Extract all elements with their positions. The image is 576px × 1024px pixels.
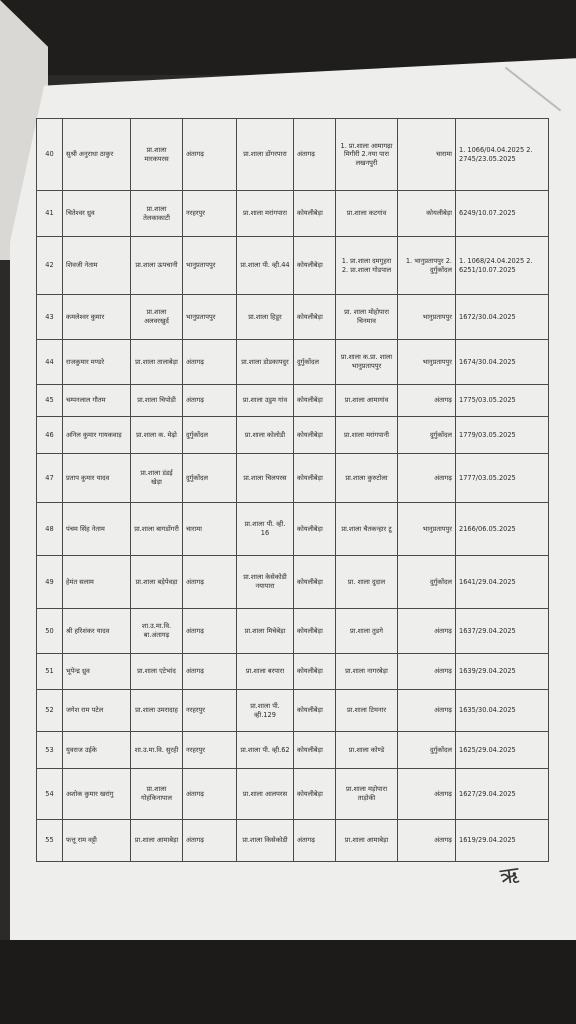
new-block: अंतागढ़ — [398, 609, 456, 654]
serial-number: 54 — [37, 769, 63, 820]
new-school: प्रा.शाला मरांगपानी — [336, 417, 398, 454]
serial-number: 45 — [37, 385, 63, 417]
original-block: नरहरपुर — [183, 732, 237, 769]
original-school: शा.उ.मा.वि. बा.अंतागढ़ — [131, 609, 183, 654]
attached-block: कोयलीबेड़ा — [294, 191, 336, 237]
attached-school: प्रा.शाला पी. व्ही.44 — [237, 237, 294, 295]
original-block: भानुप्रतापपुर — [183, 295, 237, 340]
employee-name: जगेश राम पटेल — [63, 690, 131, 732]
new-school: प्रा.शाला कोण्डे — [336, 732, 398, 769]
serial-number: 47 — [37, 454, 63, 503]
original-school: प्रा.शाला अलवरखुर्द — [131, 295, 183, 340]
attached-block: कोयलीबेड़ा — [294, 609, 336, 654]
new-block: भानुप्रतापपुर — [398, 340, 456, 385]
table-row — [37, 609, 549, 654]
new-school: प्रा.शाला कुरुटोला — [336, 454, 398, 503]
serial-number: 46 — [37, 417, 63, 454]
table-row — [37, 654, 549, 690]
new-school: प्रा. शाला मोहोपारा चिनमाव — [336, 295, 398, 340]
serial-number: 52 — [37, 690, 63, 732]
order-number-date: 1. 1068/24.04.2025 2. 6251/10.07.2025 — [456, 237, 549, 295]
order-number-date: 1674/30.04.2025 — [456, 340, 549, 385]
new-block: अंतागढ़ — [398, 769, 456, 820]
new-school: प्रा. शाला दुदाल — [336, 556, 398, 609]
new-block: 1. भानुप्रतापपुर 2. दुर्गुकोंदल — [398, 237, 456, 295]
original-block: दुर्गुकोंदल — [183, 454, 237, 503]
attached-block: अंतागढ़ — [294, 820, 336, 862]
attached-block: कोयलीबेड़ा — [294, 654, 336, 690]
original-school: प्रा.शाला मारकपरस — [131, 119, 183, 191]
new-block: भानुप्रतापपुर — [398, 295, 456, 340]
employee-name: भूपेन्द्र ध्रुव — [63, 654, 131, 690]
table-row — [37, 295, 549, 340]
attached-block: कोयलीबेड़ा — [294, 690, 336, 732]
attached-block: कोयलीबेड़ा — [294, 556, 336, 609]
original-block: अंतागढ़ — [183, 385, 237, 417]
employee-name: सुश्री अनुराधा ठाकुर — [63, 119, 131, 191]
original-block: अंतागढ़ — [183, 609, 237, 654]
order-number-date: 1639/29.04.2025 — [456, 654, 549, 690]
new-school: 1. प्रा.शाला दमगुहरा 2. प्रा.शाला गोडपाल — [336, 237, 398, 295]
transfer-table — [36, 118, 549, 862]
new-school: प्रा.शाला आमागांव — [336, 385, 398, 417]
table-row — [37, 340, 549, 385]
original-block: अंतागढ़ — [183, 119, 237, 191]
original-school: प्रा.शाला तेलकाकाटी — [131, 191, 183, 237]
attached-school: प्रा.शाला बरपारा — [237, 654, 294, 690]
attached-school: प्रा.शाला डोंगरपारा — [237, 119, 294, 191]
new-block: चारामा — [398, 119, 456, 191]
attached-school: प्रा.शाला केसेकोडी नयापारा — [237, 556, 294, 609]
original-school: प्रा.शाला गोहंकिनापाल — [131, 769, 183, 820]
original-school: प्रा.शाला उमरादाह — [131, 690, 183, 732]
attached-school: प्रा.शाला डोडकापदुर — [237, 340, 294, 385]
new-block: दुर्गुकोंदल — [398, 556, 456, 609]
order-number-date: 1627/29.04.2025 — [456, 769, 549, 820]
original-school: प्रा.शाला बड़ेपेवड़ा — [131, 556, 183, 609]
new-block: अंतागढ़ — [398, 654, 456, 690]
attached-school: प्रा.शाला पी. व्ही. 16 — [237, 503, 294, 556]
original-school: शा.उ.मा.वि. सुरही — [131, 732, 183, 769]
employee-name: कमलेश्वर कुमार — [63, 295, 131, 340]
table-row — [37, 237, 549, 295]
serial-number: 41 — [37, 191, 63, 237]
table-row — [37, 820, 549, 862]
new-school: प्रा.शाला क.प्रा. शाला भानुप्रतापपुर — [336, 340, 398, 385]
table-row — [37, 503, 549, 556]
employee-name: चम्पनलाल गौतम — [63, 385, 131, 417]
employee-name: युवराज उईके — [63, 732, 131, 769]
attached-block: दुर्गुकोंदल — [294, 340, 336, 385]
table-row — [37, 732, 549, 769]
new-school: प्रा.शाला कटगांव — [336, 191, 398, 237]
attached-block: कोयलीबेड़ा — [294, 237, 336, 295]
order-number-date: 1625/29.04.2025 — [456, 732, 549, 769]
attached-block: कोयलीबेड़ा — [294, 295, 336, 340]
order-number-date: 1619/29.04.2025 — [456, 820, 549, 862]
attached-school: प्रा.शाला किसेकोडी — [237, 820, 294, 862]
new-block: भानुप्रतापपुर — [398, 503, 456, 556]
new-block: दुर्गुकोंदल — [398, 732, 456, 769]
serial-number: 55 — [37, 820, 63, 862]
original-block: नरहरपुर — [183, 191, 237, 237]
employee-name: पंचम सिंह नेताम — [63, 503, 131, 556]
handwritten-initial: ऋ — [498, 862, 521, 891]
table-row — [37, 454, 549, 503]
employee-name: हेमंत सलाम — [63, 556, 131, 609]
attached-school: प्रा.शाला पी. व्ही.62 — [237, 732, 294, 769]
table-row — [37, 769, 549, 820]
attached-school: प्रा.शाला मरांगपारा — [237, 191, 294, 237]
original-block: अंतागढ़ — [183, 556, 237, 609]
original-block: दुर्गुकोंदल — [183, 417, 237, 454]
serial-number: 42 — [37, 237, 63, 295]
table-row — [37, 191, 549, 237]
new-block: अंतागढ़ — [398, 690, 456, 732]
original-block: भानुप्रतापपुर — [183, 237, 237, 295]
attached-block: कोयलीबेड़ा — [294, 503, 336, 556]
attached-school: प्रा.शाला हिडूर — [237, 295, 294, 340]
order-number-date: 1. 1066/04.04.2025 2. 2745/23.05.2025 — [456, 119, 549, 191]
original-block: अंतागढ़ — [183, 769, 237, 820]
original-school: प्रा.शाला बागडोंगरी — [131, 503, 183, 556]
serial-number: 49 — [37, 556, 63, 609]
order-number-date: 2166/06.05.2025 — [456, 503, 549, 556]
serial-number: 43 — [37, 295, 63, 340]
attached-block: कोयलीबेड़ा — [294, 417, 336, 454]
attached-school: प्रा.शाला चिलपरस — [237, 454, 294, 503]
order-number-date: 1775/03.05.2025 — [456, 385, 549, 417]
attached-block: कोयलीबेड़ा — [294, 385, 336, 417]
employee-name: चितेश्वर ध्रुव — [63, 191, 131, 237]
new-school: 1. प्रा.शाला आमागढ़ा मिगीरी 2.नया पारा लखनपुरी — [336, 119, 398, 191]
serial-number: 53 — [37, 732, 63, 769]
employee-name: राजकुमार मण्डरे — [63, 340, 131, 385]
new-school: प्रा.शाला तुडगे — [336, 609, 398, 654]
original-school: प्रा.शाला क. मेढ़ो — [131, 417, 183, 454]
attached-school: प्रा.शाला कोलोडी — [237, 417, 294, 454]
order-number-date: 6249/10.07.2025 — [456, 191, 549, 237]
table-body — [37, 119, 549, 862]
table-row — [37, 119, 549, 191]
new-school: प्रा.शाला नागरबेड़ा — [336, 654, 398, 690]
new-block: अंतागढ़ — [398, 385, 456, 417]
background-bottom — [0, 940, 576, 1024]
new-school: प्रा.शाला मड़ोपारा ताड़ोकी — [336, 769, 398, 820]
new-block: कोयलीबेड़ा — [398, 191, 456, 237]
attached-block: कोयलीबेड़ा — [294, 454, 336, 503]
employee-name: श्री हरिशंकर यादव — [63, 609, 131, 654]
attached-school: प्रा.शाला आलपरस — [237, 769, 294, 820]
original-school: प्रा.शाला ऊपचानी — [131, 237, 183, 295]
attached-block: कोयलीबेड़ा — [294, 732, 336, 769]
employee-name: प्रताप कुमार यादव — [63, 454, 131, 503]
new-block: अंतागढ़ — [398, 820, 456, 862]
serial-number: 50 — [37, 609, 63, 654]
serial-number: 40 — [37, 119, 63, 191]
table-row — [37, 690, 549, 732]
order-number-date: 1635/30.04.2025 — [456, 690, 549, 732]
serial-number: 44 — [37, 340, 63, 385]
employee-name: फत्तू राम वट्टी — [63, 820, 131, 862]
original-school: प्रा.शाला चिपोडी — [131, 385, 183, 417]
table-row — [37, 556, 549, 609]
original-block: अंतागढ़ — [183, 820, 237, 862]
original-school: प्रा.शाला तालाबेड़ा — [131, 340, 183, 385]
original-block: चारामा — [183, 503, 237, 556]
attached-block: कोयलीबेड़ा — [294, 769, 336, 820]
order-number-date: 1672/30.04.2025 — [456, 295, 549, 340]
table-row — [37, 417, 549, 454]
attached-block: अंतागढ़ — [294, 119, 336, 191]
order-number-date: 1637/29.04.2025 — [456, 609, 549, 654]
attached-school: प्रा.शाला उडुम गांव — [237, 385, 294, 417]
order-number-date: 1641/29.04.2025 — [456, 556, 549, 609]
new-school: प्रा.शाला टिमनार — [336, 690, 398, 732]
original-school: प्रा.शाला डंडई खेड़ा — [131, 454, 183, 503]
original-block: नरहरपुर — [183, 690, 237, 732]
original-block: अंतागढ़ — [183, 340, 237, 385]
new-block: दुर्गुकोंदल — [398, 417, 456, 454]
table-row — [37, 385, 549, 417]
employee-name: अनिल कुमार गायकवाड़ — [63, 417, 131, 454]
employee-name: अशोक कुमार खरांगु — [63, 769, 131, 820]
new-school: प्रा.शाला चैतकन्हार टू — [336, 503, 398, 556]
serial-number: 48 — [37, 503, 63, 556]
employee-name: शिवजी नेताम — [63, 237, 131, 295]
original-school: प्रा.शाला आमाबेड़ा — [131, 820, 183, 862]
original-school: प्रा.शाला एटेभांद — [131, 654, 183, 690]
order-number-date: 1779/03.05.2025 — [456, 417, 549, 454]
original-block: अंतागढ़ — [183, 654, 237, 690]
serial-number: 51 — [37, 654, 63, 690]
new-block: अंतागढ़ — [398, 454, 456, 503]
order-number-date: 1777/03.05.2025 — [456, 454, 549, 503]
attached-school: प्रा.शाला मिचेबेड़ा — [237, 609, 294, 654]
new-school: प्रा.शाला आमाबेड़ा — [336, 820, 398, 862]
attached-school: प्रा.शाला पी. व्ही.129 — [237, 690, 294, 732]
